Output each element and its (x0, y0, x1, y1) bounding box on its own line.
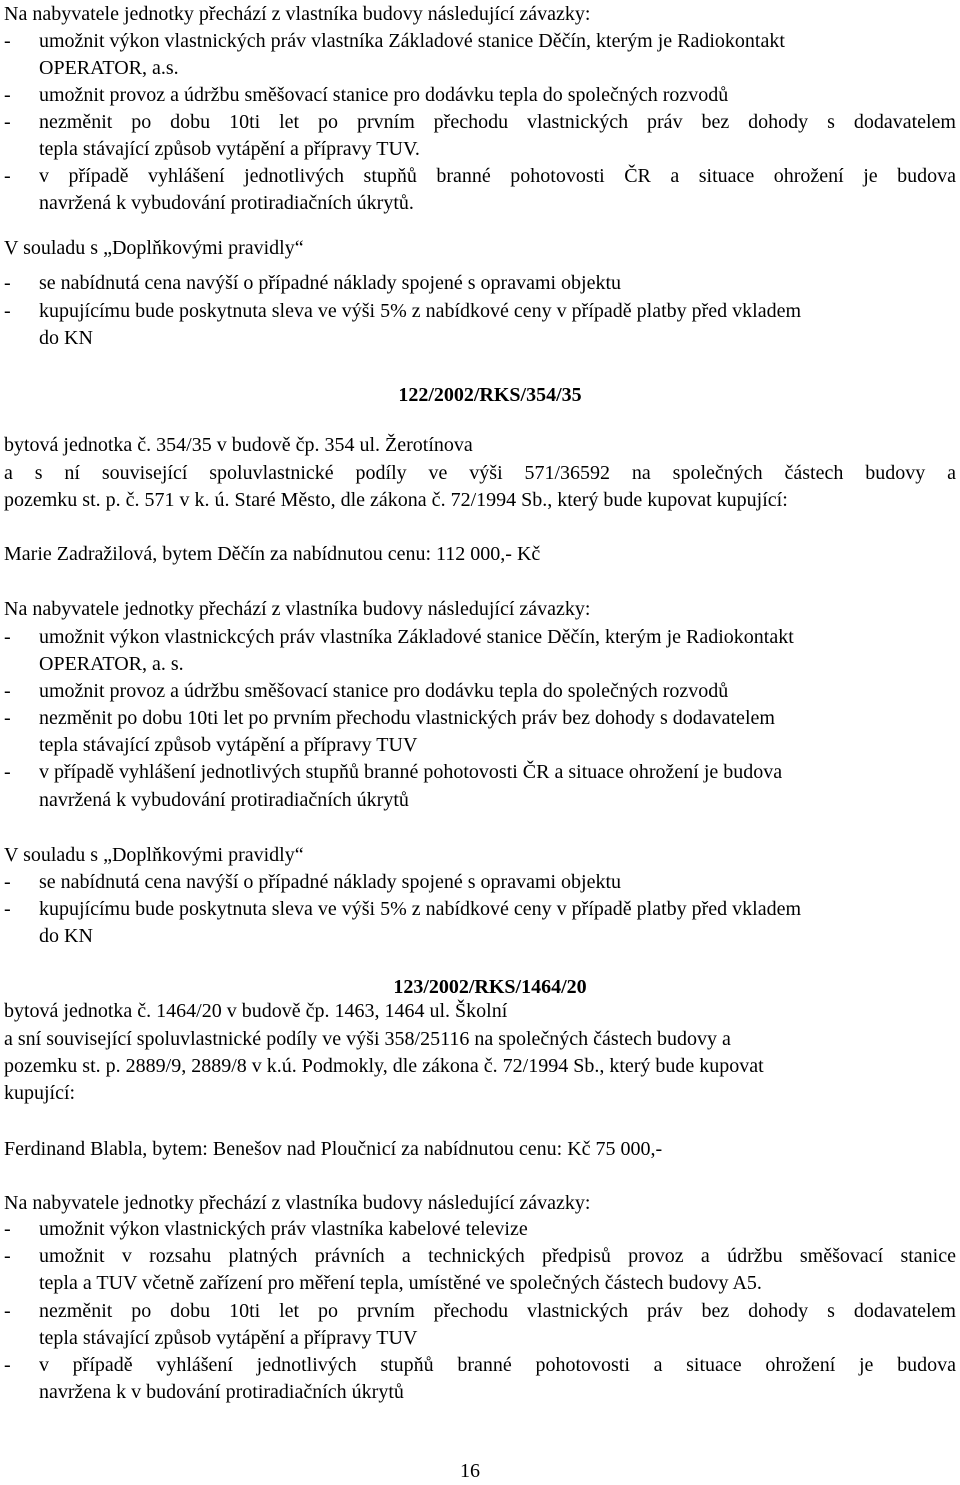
list-dash: - (4, 165, 11, 187)
page-number: 16 (460, 1460, 480, 1482)
obligation-item: v případě vyhlášení jednotlivých stupňů branné pohotovosti ČR a situace ohrožení je budova (39, 165, 956, 187)
reference-number: 123/2002/RKS/1464/20 (393, 976, 587, 998)
obligation-item-cont: navržena k v budování protiradiačních úkrytů (39, 1381, 404, 1403)
unit-description: bytová jednotka č. 354/35 v budově čp. 354 ul. Žerotínova (4, 434, 473, 456)
obligations-intro: Na nabyvatele jednotky přechází z vlastníka budovy následující závazky: (4, 3, 591, 25)
rules-intro: V souladu s „Doplňkovými pravidly“ (4, 237, 304, 259)
unit-description: bytová jednotka č. 1464/20 v budově čp. 1463, 1464 ul. Školní (4, 1000, 508, 1022)
share-description: a sní související spoluvlastnické podíly ve výši 358/25116 na společných částech budovy a (4, 1028, 731, 1050)
obligation-item-cont: tepla stávající způsob vytápění a přípravy TUV (39, 734, 418, 756)
buyer-line: Marie Zadražilová, bytem Děčín za nabídnutou cenu: 112 000,- Kč (4, 543, 541, 565)
rule-item: se nabídnutá cena navýší o případné náklady spojené s opravami objektu (39, 871, 622, 893)
obligations-intro: Na nabyvatele jednotky přechází z vlastníka budovy následující závazky: (4, 1192, 591, 1214)
reference-number: 122/2002/RKS/354/35 (398, 384, 582, 406)
land-description-cont: kupující: (4, 1082, 76, 1104)
rule-item: se nabídnutá cena navýší o případné náklady spojené s opravami objektu (39, 272, 622, 294)
obligation-item: umožnit v rozsahu platných právních a technických předpisů provoz a údržbu směšovací stanice (39, 1245, 956, 1267)
list-dash: - (4, 871, 11, 893)
list-dash: - (4, 761, 11, 783)
rule-item: kupujícímu bude poskytnuta sleva ve výši 5% z nabídkové ceny v případě platby před vkladem (39, 898, 802, 920)
share-description: a s ní související spoluvlastnické podíly ve výši 571/36592 na společných částech budovy a (4, 462, 956, 484)
obligation-item-cont: OPERATOR, a. s. (39, 653, 184, 675)
buyer-line: Ferdinand Blabla, bytem: Benešov nad Ploučnicí za nabídnutou cenu: Kč 75 000,- (4, 1138, 663, 1160)
obligation-item-cont: navržená k vybudování protiradiačních úkrytů. (39, 192, 414, 214)
obligation-item: nezměnit po dobu 10ti let po prvním přechodu vlastnických práv bez dohody s dodavatelem (39, 1300, 956, 1322)
list-dash: - (4, 898, 11, 920)
list-dash: - (4, 1300, 11, 1322)
obligation-item-cont: tepla a TUV včetně zařízení pro měření tepla, umístěné ve společných částech budovy A5. (39, 1272, 762, 1294)
obligation-item: umožnit výkon vlastnických práv vlastníka Základové stanice Děčín, kterým je Radiokontakt (39, 30, 785, 52)
list-dash: - (4, 300, 11, 322)
list-dash: - (4, 84, 11, 106)
obligation-item-cont: OPERATOR, a.s. (39, 57, 179, 79)
obligation-item: umožnit provoz a údržbu směšovací stanice pro dodávku tepla do společných rozvodů (39, 84, 729, 106)
list-dash: - (4, 1354, 11, 1376)
obligation-item-cont: tepla stávající způsob vytápění a přípravy TUV. (39, 138, 420, 160)
rule-item-cont: do KN (39, 327, 93, 349)
list-dash: - (4, 111, 11, 133)
list-dash: - (4, 272, 11, 294)
list-dash: - (4, 680, 11, 702)
land-description: pozemku st. p. 2889/9, 2889/8 v k.ú. Podmokly, dle zákona č. 72/1994 Sb., který bude kupovat (4, 1055, 764, 1077)
obligation-item: v případě vyhlášení jednotlivých stupňů branné pohotovosti ČR a situace ohrožení je budova (39, 761, 783, 783)
land-description: pozemku st. p. č. 571 v k. ú. Staré Město, dle zákona č. 72/1994 Sb., který bude kupovat kupující: (4, 489, 788, 511)
obligation-item: nezměnit po dobu 10ti let po prvním přechodu vlastnických práv bez dohody s dodavatelem (39, 707, 775, 729)
rule-item-cont: do KN (39, 925, 93, 947)
list-dash: - (4, 30, 11, 52)
list-dash: - (4, 1245, 11, 1267)
obligation-item: umožnit výkon vlastnickcých práv vlastníka Základové stanice Děčín, kterým je Radiokontakt (39, 626, 794, 648)
obligation-item-cont: tepla stávající způsob vytápění a přípravy TUV (39, 1327, 418, 1349)
obligation-item: nezměnit po dobu 10ti let po prvním přechodu vlastnických práv bez dohody s dodavatelem (39, 111, 956, 133)
list-dash: - (4, 707, 11, 729)
obligation-item: umožnit výkon vlastnických práv vlastníka kabelové televize (39, 1218, 528, 1240)
list-dash: - (4, 626, 11, 648)
list-dash: - (4, 1218, 11, 1240)
rule-item: kupujícímu bude poskytnuta sleva ve výši 5% z nabídkové ceny v případě platby před vkladem (39, 300, 802, 322)
obligation-item: v případě vyhlášení jednotlivých stupňů branné pohotovosti a situace ohrožení je budova (39, 1354, 956, 1376)
obligations-intro: Na nabyvatele jednotky přechází z vlastníka budovy následující závazky: (4, 598, 591, 620)
rules-intro: V souladu s „Doplňkovými pravidly“ (4, 844, 304, 866)
obligation-item-cont: navržená k vybudování protiradiačních úkrytů (39, 789, 409, 811)
obligation-item: umožnit provoz a údržbu směšovací stanice pro dodávku tepla do společných rozvodů (39, 680, 729, 702)
